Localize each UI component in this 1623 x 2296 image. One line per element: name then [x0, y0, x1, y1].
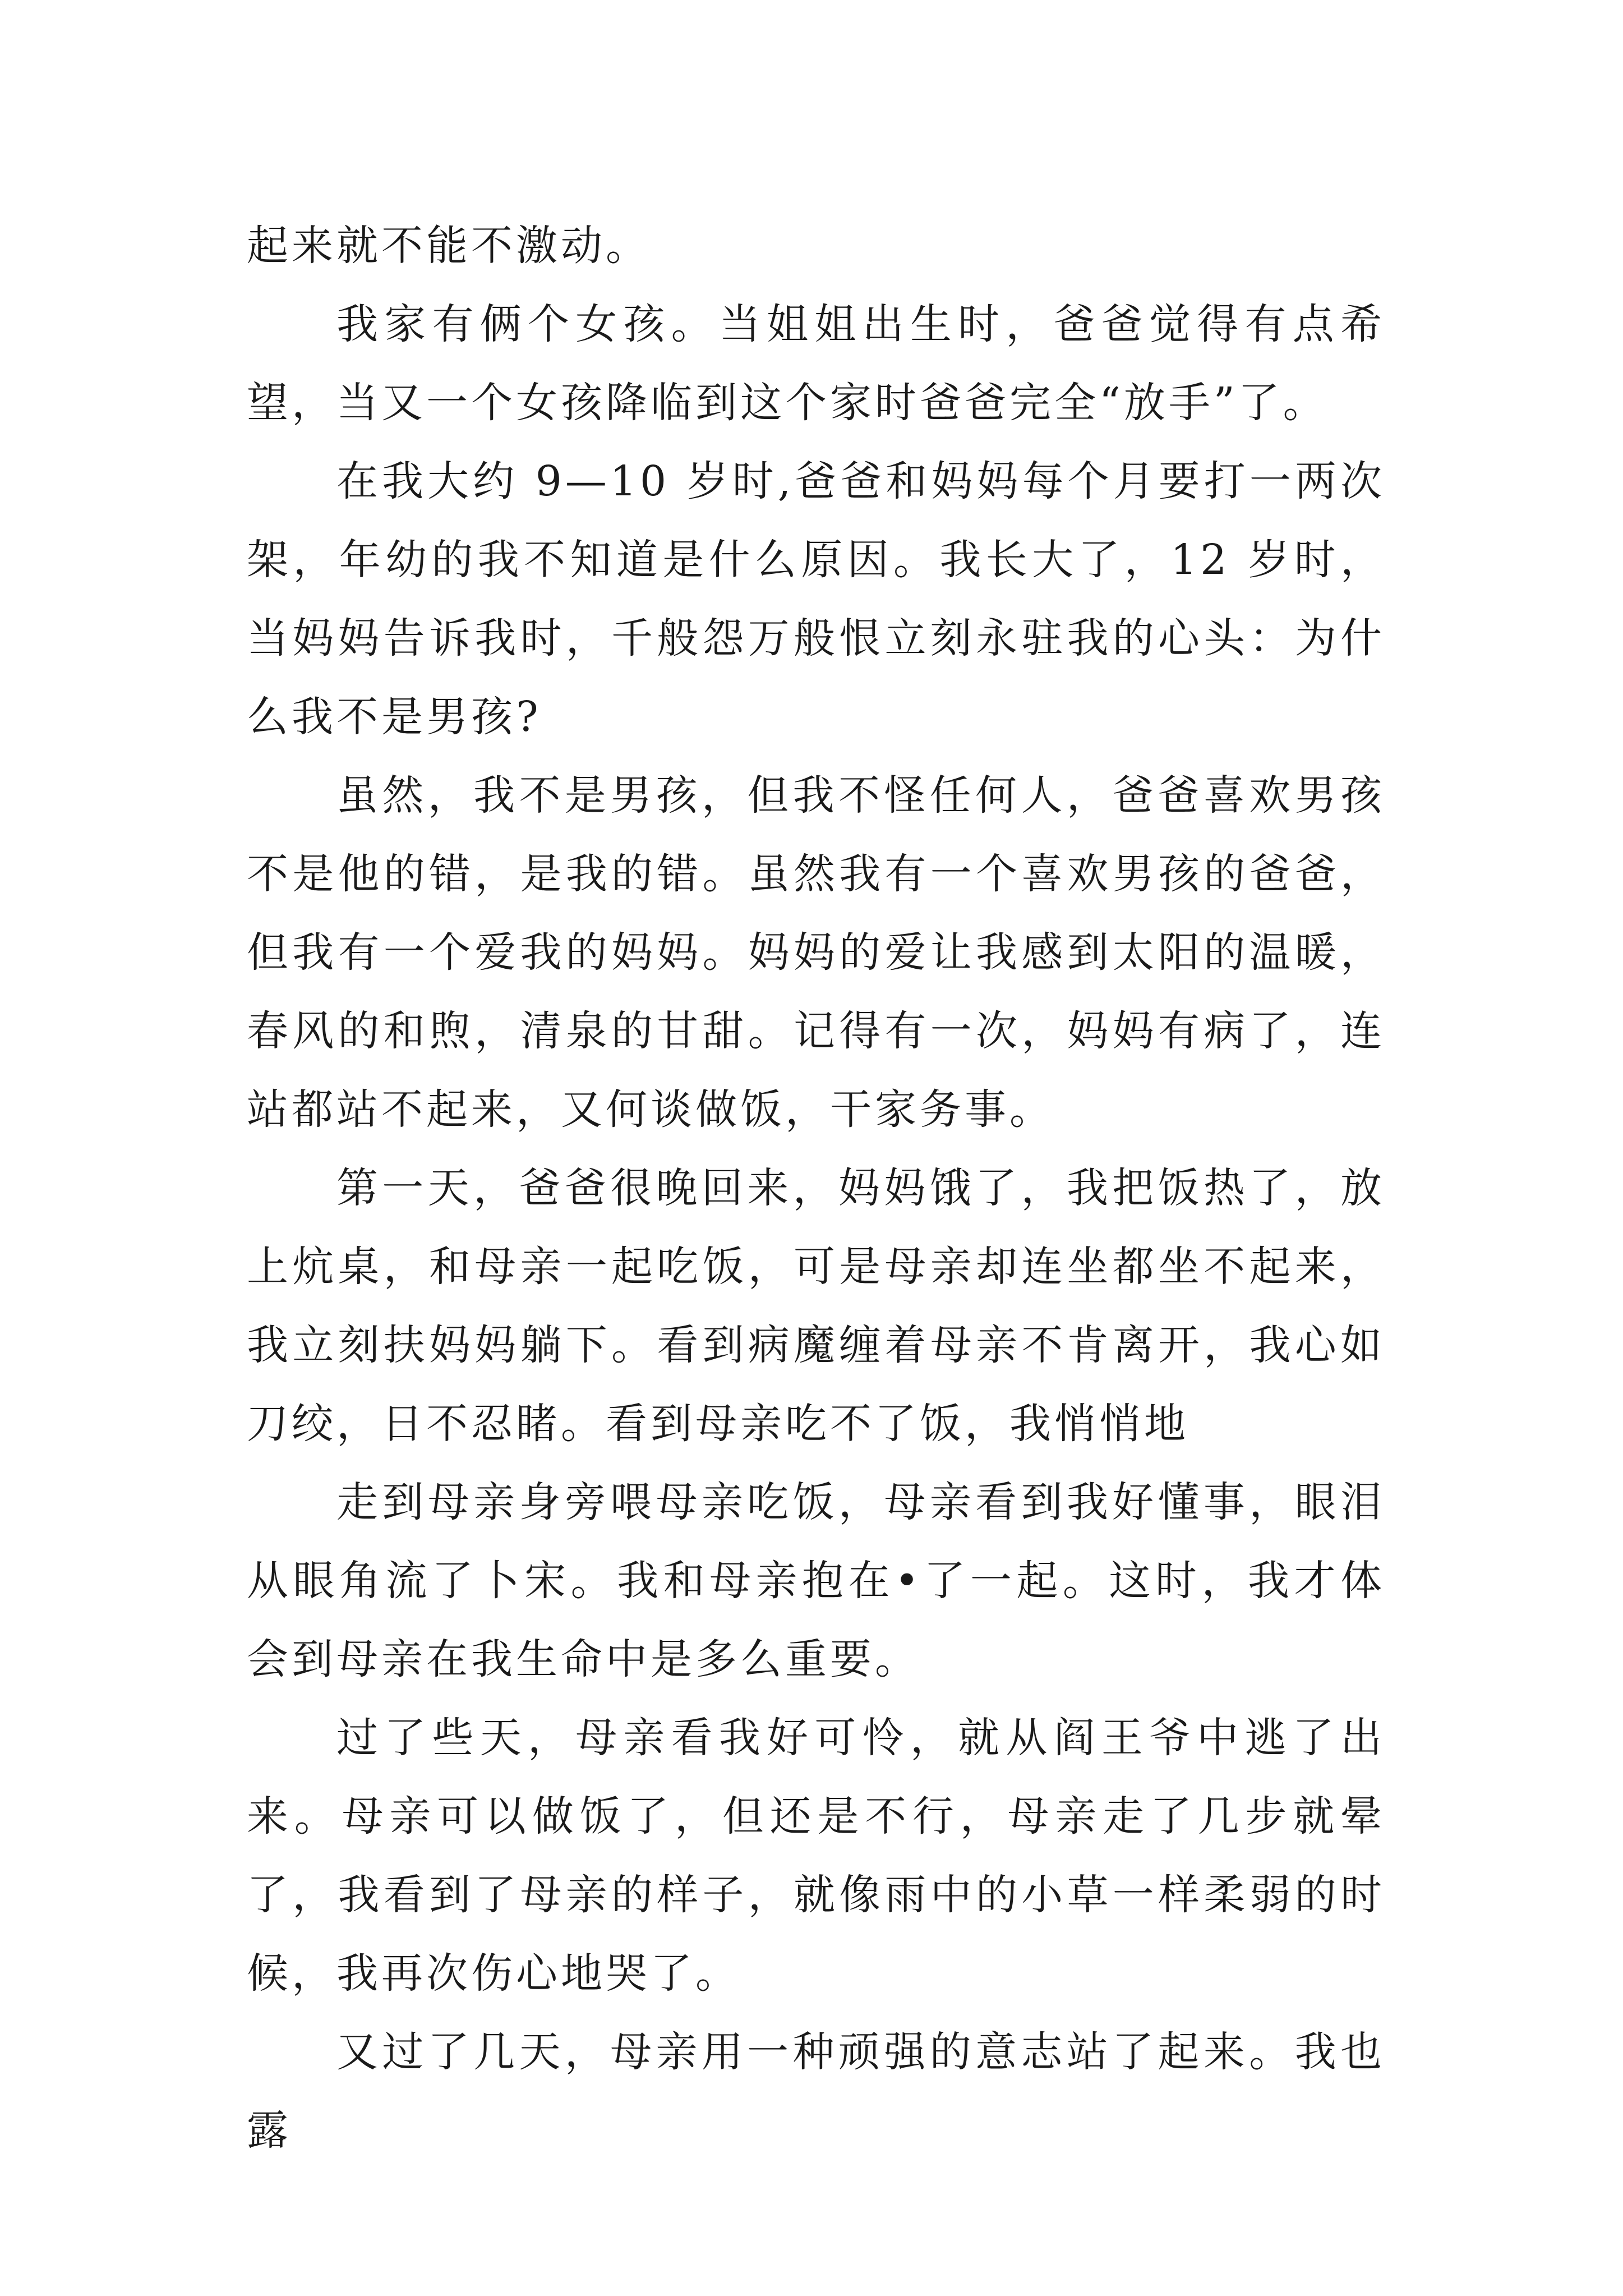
paragraph: 又过了几天，母亲用一种顽强的意志站了起来。我也露	[247, 2028, 1385, 2155]
paragraph-continuation: 起来就不能不激动。	[247, 222, 651, 270]
paragraph: 虽然，我不是男孩，但我不怪任何人，爸爸喜欢男孩不是他的错，是我的错。虽然我有一个喜欢男孩的爸爸，但我有一个爱我的妈妈。妈妈的爱让我感到太阳的温暖，春风的和煦，清泉的甘甜。记得有一次，妈妈有病了，连站都站不起来，又何谈做饭，干家务事。	[247, 771, 1385, 1134]
paragraph: 在我大约 9—10 岁时,爸爸和妈妈每个月要打一两次架，年幼的我不知道是什么原因。我长大了，12 岁时，当妈妈告诉我时，千般怨万般恨立刻永驻我的心头：为什么我不是男孩?	[247, 457, 1385, 741]
essay-body	[247, 206, 1385, 2170]
paragraph: 过了些天，母亲看我好可怜，就从阎王爷中逃了出来。母亲可以做饭了，但还是不行，母亲走了几步就晕了，我看到了母亲的样子，就像雨中的小草一样柔弱的时候，我再次伤心地哭了。	[247, 1714, 1385, 1998]
paragraph: 我家有俩个女孩。当姐姐出生时，爸爸觉得有点希望，当又一个女孩降临到这个家时爸爸完全“放手”了。	[247, 300, 1385, 427]
paragraph: 第一天，爸爸很晚回来，妈妈饿了，我把饭热了，放上炕桌，和母亲一起吃饭，可是母亲却连坐都坐不起来，我立刻扶妈妈躺下。看到病魔缠着母亲不肯离开，我心如刀绞，日不忍睹。看到母亲吃不了饭，我悄悄地	[247, 1164, 1385, 1448]
paragraph: 走到母亲身旁喂母亲吃饭，母亲看到我好懂事，眼泪从眼角流了卜宋。我和母亲抱在•了一起。这时，我才体会到母亲在我生命中是多么重要。	[247, 1478, 1385, 1683]
